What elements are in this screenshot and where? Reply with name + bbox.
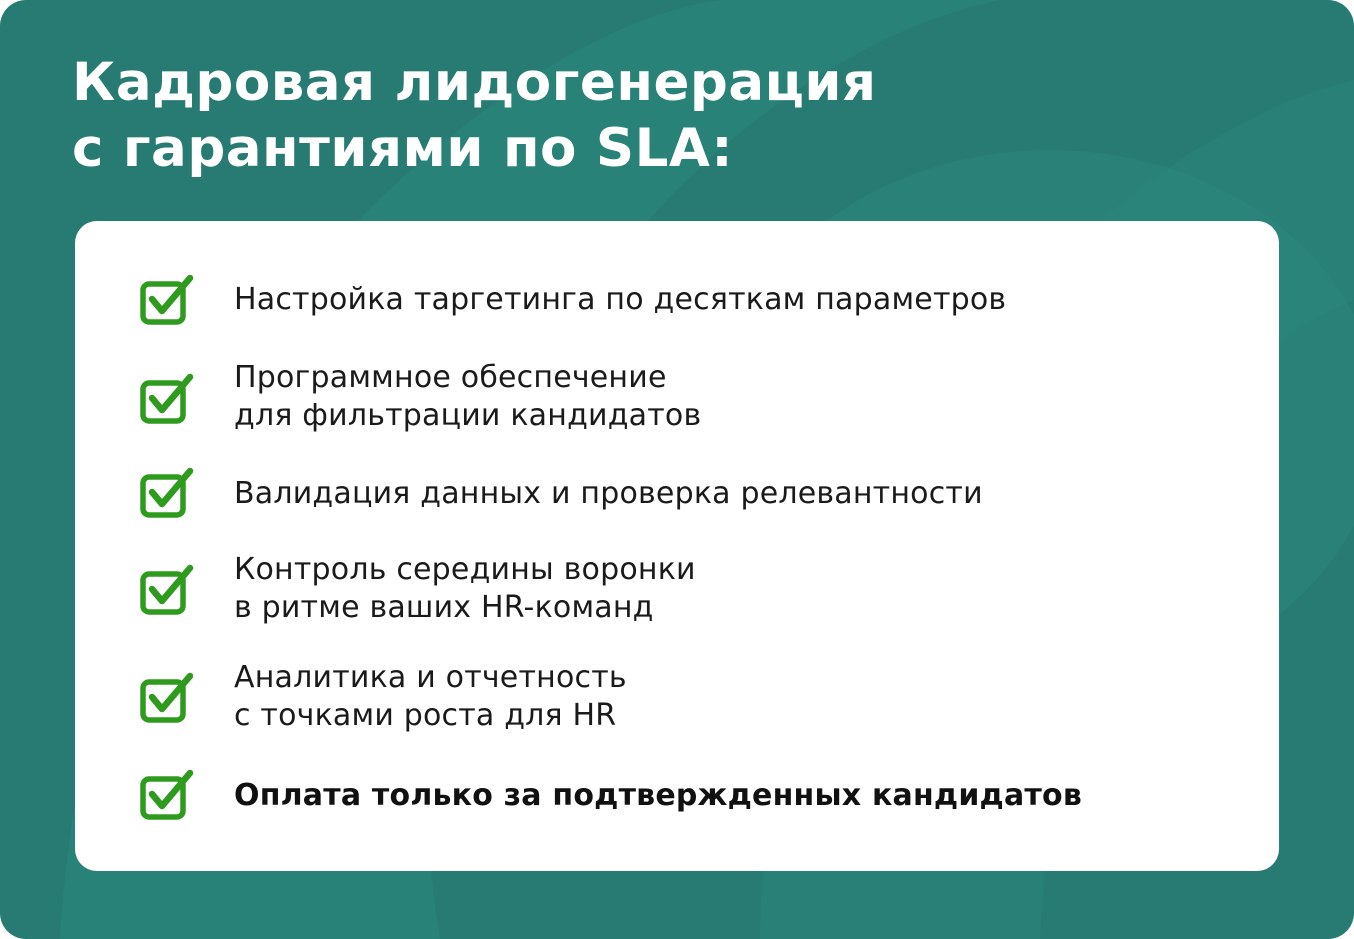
list-item-line-2: с точками роста для HR: [234, 698, 617, 733]
list-item-text: [234, 659, 627, 735]
page-title: [72, 50, 877, 182]
checkbox-check-icon: [139, 564, 195, 616]
list-item-text: [234, 359, 701, 435]
list-item-text: [234, 777, 1082, 815]
list-item-text: [234, 551, 696, 627]
list-item-line-1: Контроль середины воронки: [234, 552, 696, 587]
list-item-line-1: Настройка таргетинга по десяткам параметров: [234, 282, 1007, 317]
list-item-text: [234, 281, 1006, 319]
checkbox-check-icon: [139, 274, 195, 326]
checkbox-check-icon: [139, 467, 195, 519]
list-item-line-1: Валидация данных и проверка релевантности: [234, 476, 983, 511]
list-item-line-2: для фильтрации кандидатов: [234, 398, 702, 433]
features-panel: [75, 221, 1279, 871]
list-item-line-2: в ритме ваших HR-команд: [234, 590, 654, 625]
title-line-2: с гарантиями по SLA:: [72, 118, 734, 179]
checkbox-check-icon: [139, 373, 195, 425]
list-item-line-1: Аналитика и отчетность: [234, 660, 627, 695]
checkbox-check-icon: [139, 672, 195, 724]
list-item-line-1: Программное обеспечение: [234, 360, 667, 395]
title-line-1: Кадровая лидогенерация: [72, 52, 877, 113]
checkbox-check-icon: [139, 769, 195, 821]
list-item-line-1: Оплата только за подтвержденных кандидатов: [234, 778, 1083, 813]
list-item-text: [234, 475, 983, 513]
